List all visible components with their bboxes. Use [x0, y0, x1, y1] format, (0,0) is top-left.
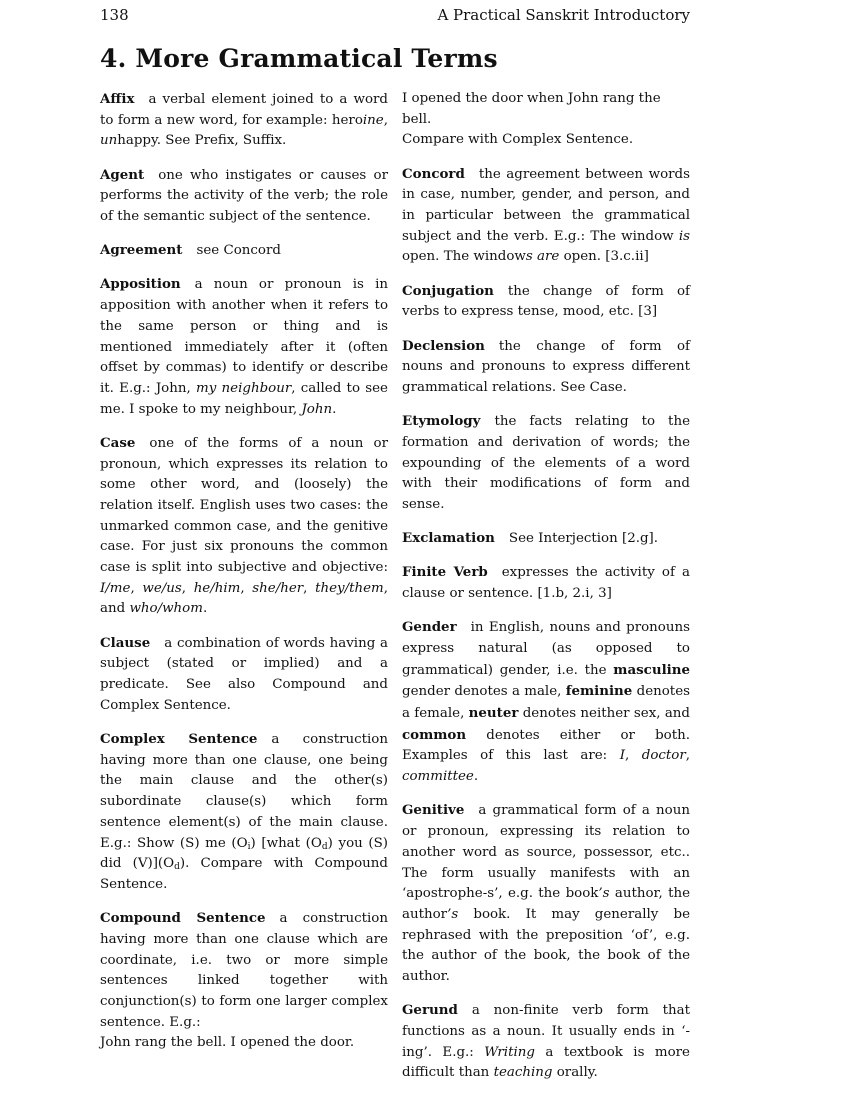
entry-gerund: Gerund a non-finite verb form that functions as a noun. It usually ends in ‘-ing’. E.g.: Writing a textbook is more difficult than teaching orally. [402, 1002, 690, 1081]
entry-complex-sentence: Complex Sentence a construction having more than one clause, one being the main clause and the other(s) subordinate clause(s) which form sentence element(s) of the main clause. E.g.: Show (S) me $(O_i)$ [what $(O_d)$ you (S) did $(V)](O_d)$. Compare with Compound Sentence. [100, 730, 388, 892]
entry-genitive: Genitive a grammatical form of a noun or pronoun, expressing its relation to another word as source, possessor, etc.. The form usually manifests with an ‘apostrophe-s’, e.g. the book’s author, the author’s book. It may generally be rephrased with the preposition ‘of’, e.g. the author of the book, the book of the author. [402, 802, 690, 985]
chapter-title [100, 44, 498, 73]
entry-exclamation: Exclamation See Interjection [2.g]. [402, 530, 659, 547]
term-finite-verb: Finite Verb [402, 564, 488, 581]
entry-agent: Agent one who instigates or causes or performs the activity of the verb; the role of the semantic subject of the sentence. [100, 166, 388, 225]
term-conjugation: Conjugation [402, 282, 494, 299]
entry-agreement: Agreement see Concord [100, 242, 281, 259]
term-genitive: Genitive [402, 802, 465, 819]
term-case: Case [100, 434, 136, 451]
entry-finite-verb: Finite Verb expresses the activity of a clause or sentence. [1.b, 2.i, 3] [402, 564, 690, 602]
term-declension: Declension [402, 337, 485, 354]
entry-case: Case one of the forms of a noun or pronoun, which expresses its relation to some other word, and (loosely) the relation itself. English uses two cases: the unmarked common case, and the genitive case. For just six pronouns the common case is split into subjective and objective: I/me, we/us, he/him, she/her, they/them, and who/whom. [100, 434, 388, 617]
entry-concord: Concord the agreement between words in case, number, gender, and person, and in particular between the grammatical subject and the verb. E.g.: The window is open. The windows are open. [3.c.ii] [402, 165, 690, 265]
term-agent: Agent [100, 166, 145, 183]
term-apposition: Apposition [100, 276, 181, 293]
page-number: 138 [100, 6, 129, 24]
term-compound-sentence: Compound Sentence [100, 910, 266, 927]
chapter-title-text: More Grammatical Terms [135, 44, 498, 73]
compare-line: Compare with Complex Sentence. [402, 132, 634, 148]
term-gerund: Gerund [402, 1002, 458, 1019]
page-header [100, 6, 690, 28]
term-clause: Clause [100, 634, 151, 651]
entry-declension: Declension the change of form of nouns and pronouns to express different grammatical relations. See Case. [402, 337, 690, 395]
left-column [100, 89, 388, 1054]
running-title: A Practical Sanskrit Introductory [437, 6, 690, 24]
entry-etymology: Etymology the facts relating to the formation and derivation of words; the expounding of the elements of a word with their modifications of form and sense. [402, 413, 690, 512]
right-column [402, 89, 690, 1097]
term-agreement: Agreement [100, 242, 183, 259]
entry-gender: Gender in English, nouns and pronouns express natural (as opposed to grammatical) gender, i.e. the masculine gender denotes a male, feminine denotes a female, neuter denotes neither sex, and common denotes either or both. Examples of this last are: I, doctor, committee. [402, 619, 690, 785]
example-line: John rang the bell. I opened the door. [100, 1035, 355, 1051]
example-line: I opened the door when John rang the bell. [402, 91, 661, 127]
term-gender: Gender [402, 619, 457, 636]
entry-clause: Clause a combination of words having a subject (stated or implied) and a predicate. See also Compound and Complex Sentence. [100, 634, 388, 713]
entry-conjugation: Conjugation the change of form of verbs to express tense, mood, etc. [3] [402, 282, 690, 320]
term-complex-sentence: Complex Sentence [100, 730, 258, 747]
entry-apposition: Apposition a noun or pronoun is in apposition with another when it refers to the same person or thing and is mentioned immediately after it (often offset by commas) to identify or describe it. E.g.: John, my neighbour, called to see me. I spoke to my neighbour, John. [100, 276, 388, 417]
entry-compound-sentence: Compound Sentence a construction having more than one clause which are coordinate, i.e. two or more simple sentences linked together with conjunction(s) to form one larger complex sentence. E.g.: [100, 910, 388, 1030]
term-affix: Affix [100, 91, 135, 107]
term-etymology: Etymology [402, 413, 481, 430]
entry-affix: Affix a verbal element joined to a word to form a new word, for example: heroine, unhappy. See Prefix, Suffix. [100, 91, 388, 149]
term-exclamation: Exclamation [402, 530, 495, 547]
chapter-number: 4. [100, 44, 127, 73]
term-concord: Concord [402, 165, 465, 182]
